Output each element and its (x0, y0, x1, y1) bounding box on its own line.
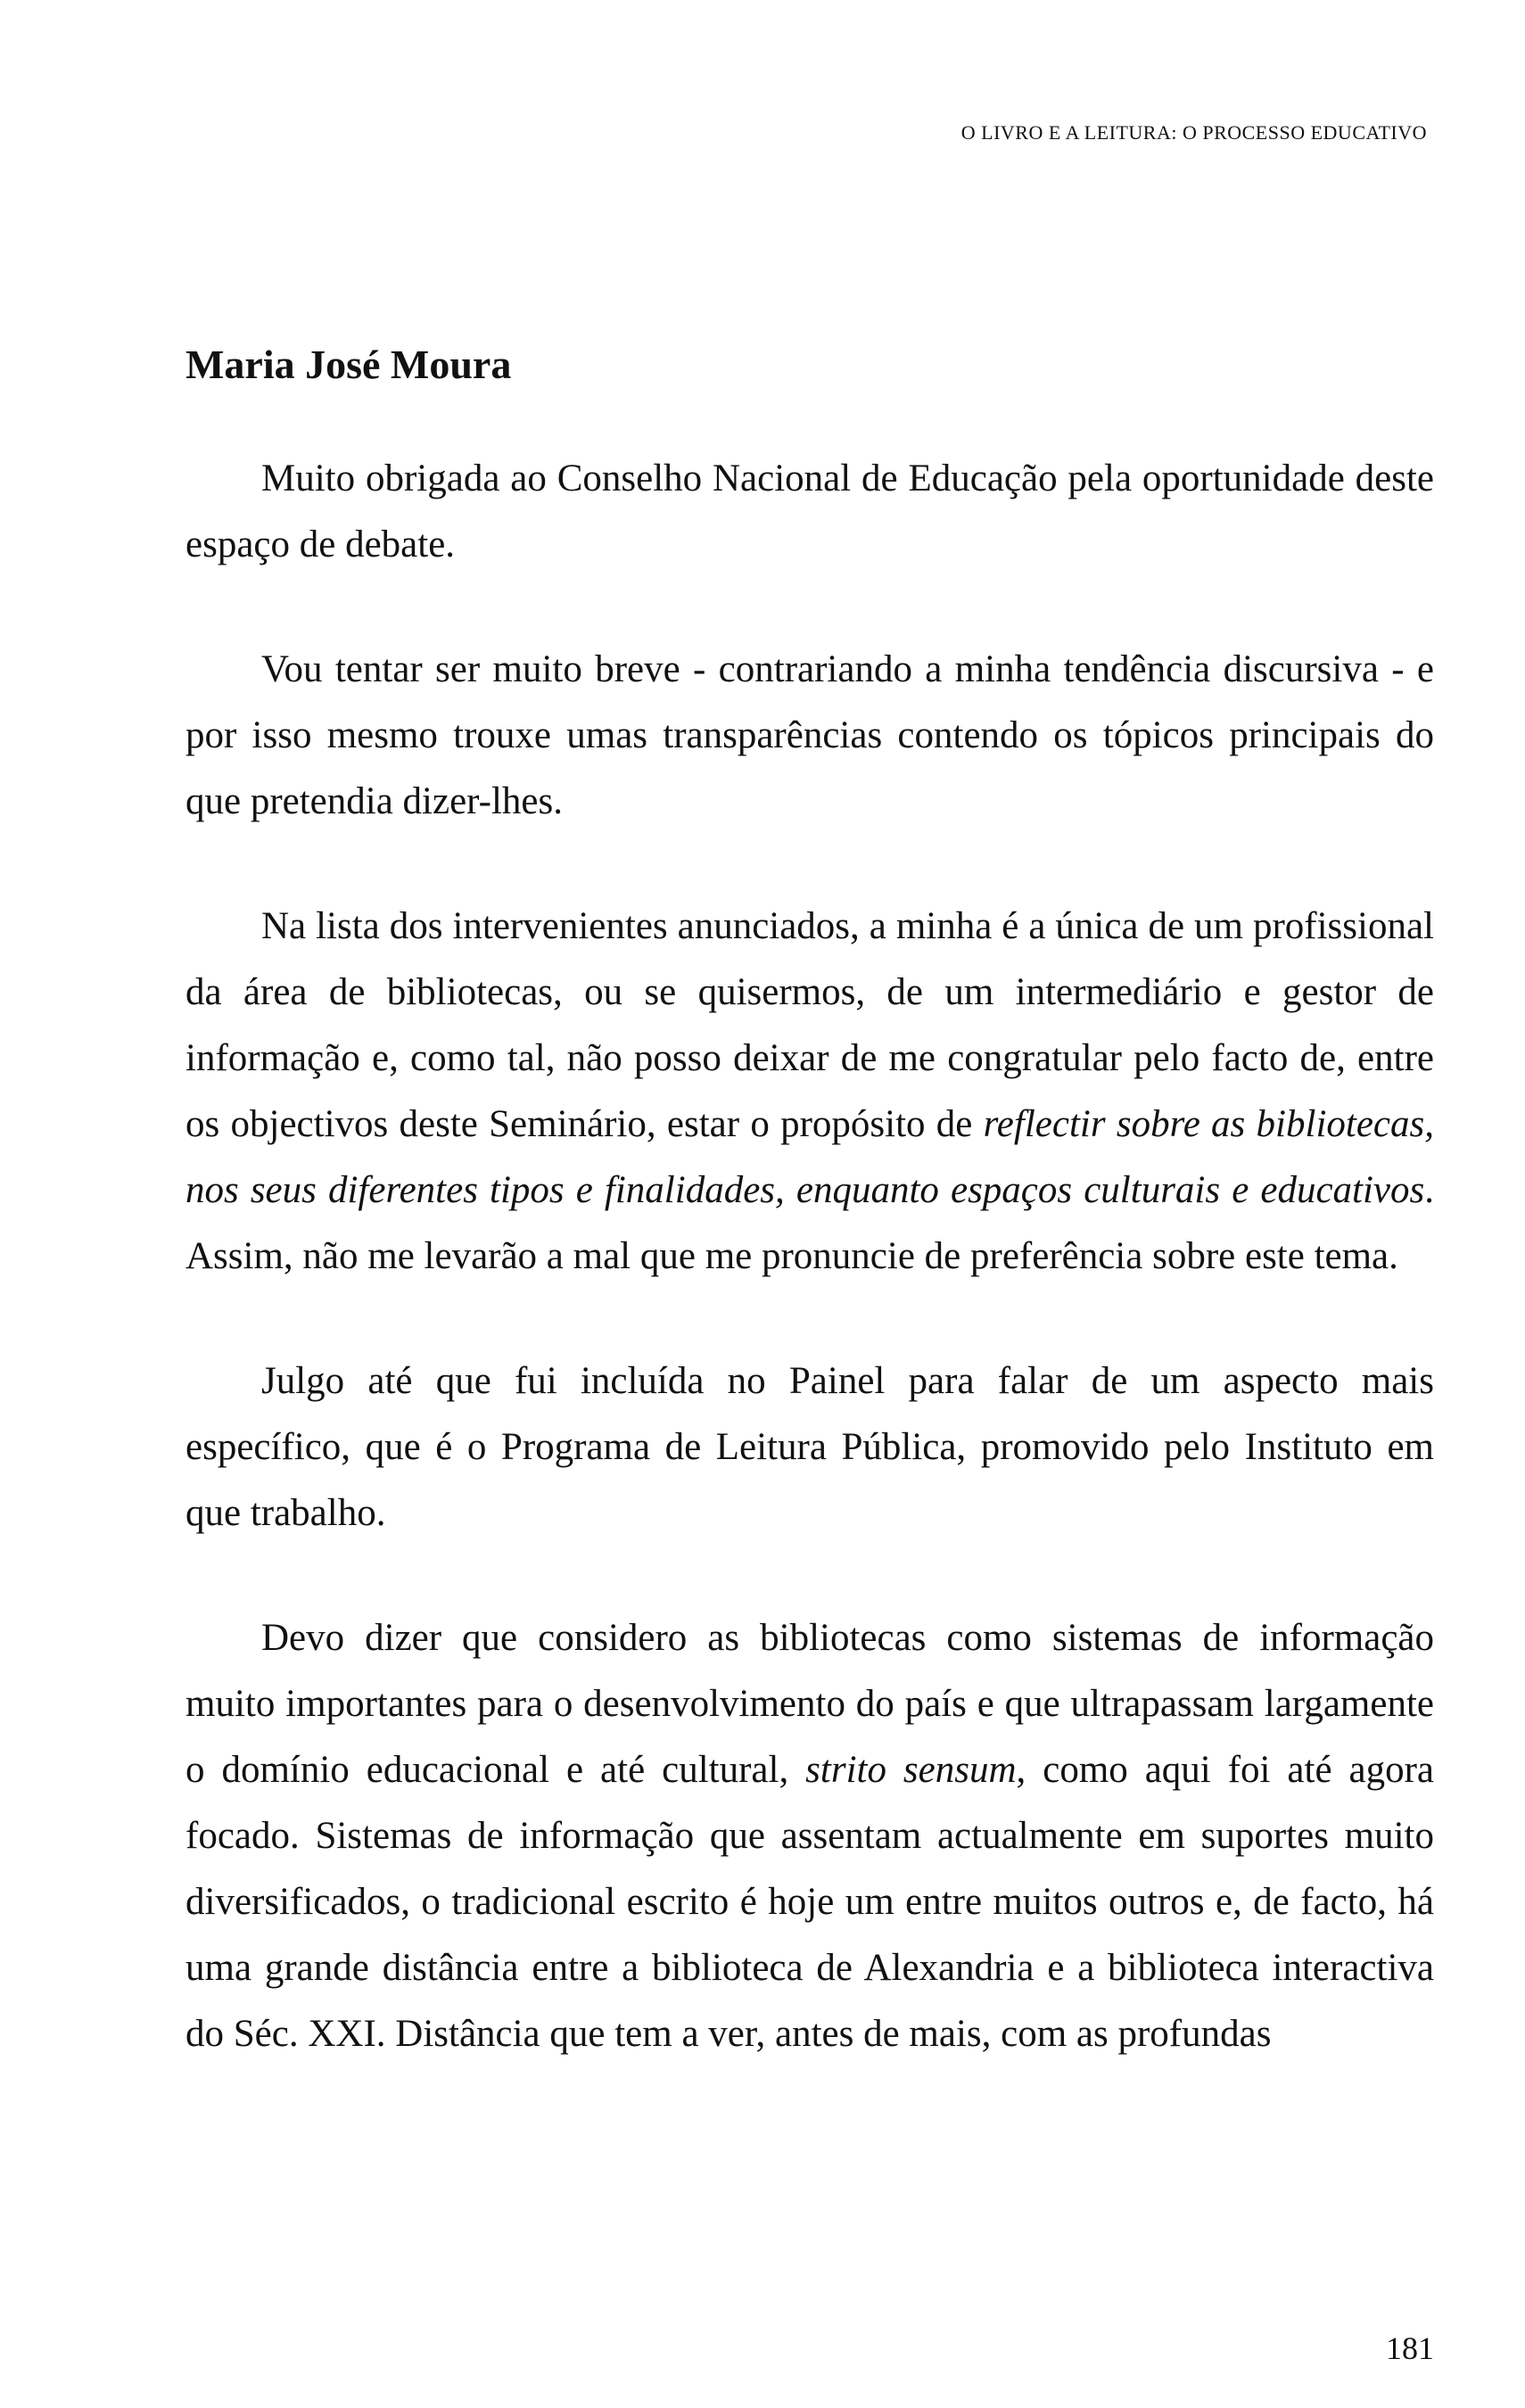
paragraph-5 (185, 1605, 1434, 2067)
paragraph-2: Vou tentar ser muito breve - contrariando a minha tendência discursiva - e por isso mesmo trouxe umas transparências contendo os tópicos principais do que pretendia dizer-lhes. (185, 648, 1434, 822)
paragraph-5-text-end: , como aqui foi até agora focado. Sistemas de informação que assentam actualmente em suportes muito diversificados, o tradicional escrito é hoje um entre muitos outros e, de facto, há uma grande distância entre a biblioteca de Alexandria e a biblioteca interactiva do Séc. XXI. Distância que tem a ver, antes de mais, com as profundas (185, 1749, 1434, 2055)
paragraph-5-text-start: Devo dizer que considero as bibliotecas como sistemas de informação muito importantes para o desenvolvimento do país e que ultrapassam largamente o domínio educacional e até cultural, (185, 1617, 1434, 1791)
paragraph-3-italic-quote: reflectir sobre as bibliotecas, nos seus diferentes tipos e finalidades, enquanto espaços culturais e educativos (185, 1103, 1434, 1211)
page-number: 181 (1386, 2330, 1434, 2366)
paragraph-3 (185, 894, 1434, 1290)
paragraph-4: Julgo até que fui incluída no Painel para falar de um aspecto mais específico, que é o Programa de Leitura Pública, promovido pelo Instituto em que trabalho. (185, 1360, 1434, 1534)
paragraph-3-text-end: . Assim, não me levarão a mal que me pronuncie de preferência sobre este tema. (185, 1169, 1434, 1277)
speaker-name: Maria José Moura (185, 342, 512, 387)
body-text (185, 446, 1434, 2067)
paragraph-5-italic-term: strito sensum (805, 1749, 1017, 1791)
paragraph-1: Muito obrigada ao Conselho Nacional de Educação pela oportunidade deste espaço de debate. (185, 458, 1434, 565)
paragraph-3-text-start: Na lista dos intervenientes anunciados, a minha é a única de um profissional da área de bibliotecas, ou se quisermos, de um intermediário e gestor de informação e, como tal, não posso deixar de me congratular pelo facto de, entre os objectivos deste Seminário, estar o propósito de (185, 905, 1434, 1145)
running-header: O LIVRO E A LEITURA: O PROCESSO EDUCATIVO (960, 121, 1427, 144)
